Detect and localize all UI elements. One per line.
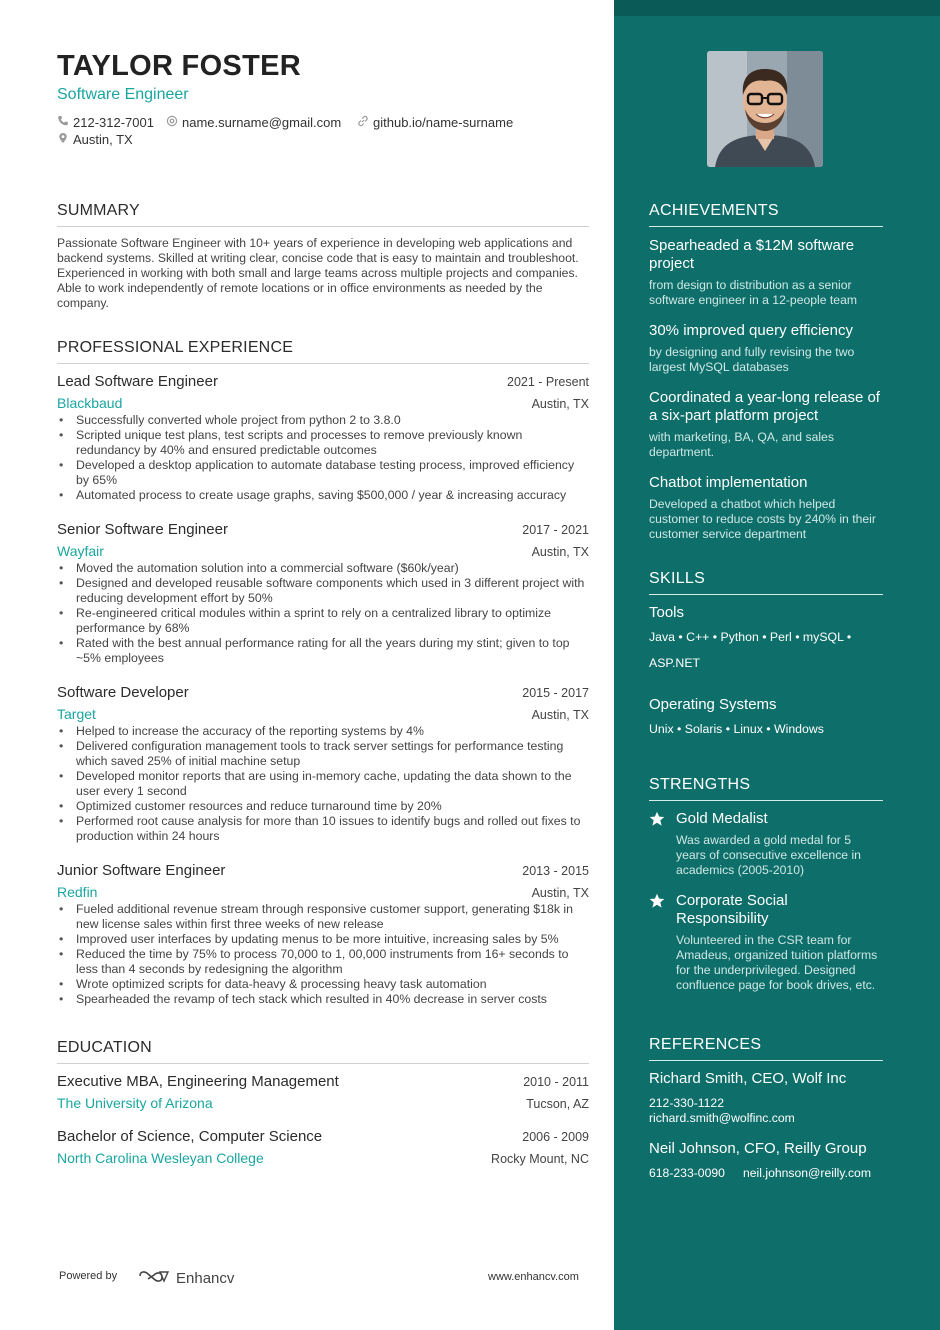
references-heading: REFERENCES bbox=[649, 1036, 883, 1061]
job-company: Wayfair bbox=[57, 543, 104, 559]
email-text: name.surname@gmail.com bbox=[182, 115, 342, 130]
candidate-name: TAYLOR FOSTER bbox=[57, 50, 301, 82]
github-contact[interactable] bbox=[357, 115, 513, 130]
achievement-text: by designing and fully revising the two largest MySQL databases bbox=[649, 345, 855, 374]
candidate-title: Software Engineer bbox=[57, 86, 189, 103]
job-entry bbox=[57, 862, 589, 1007]
strength-text: Volunteered in the CSR team for Amadeus, organized tuition platforms for the underprivileged. Designed confluence page for book drives, etc. bbox=[676, 933, 878, 992]
degree: Bachelor of Science, Computer Science bbox=[57, 1128, 323, 1145]
job-header-row bbox=[57, 373, 589, 390]
bullet-item: • Wrote optimized scripts for data-heavy & processing heavy task automation bbox=[57, 977, 589, 992]
skill-group-title: Operating Systems bbox=[649, 696, 777, 713]
strength-title: Gold Medalist bbox=[676, 810, 768, 827]
strengths-heading: STRENGTHS bbox=[649, 776, 883, 801]
job-bullets bbox=[57, 724, 589, 844]
powered-by-label: Powered by bbox=[59, 1270, 118, 1282]
job-bullets bbox=[57, 413, 589, 503]
phone-contact bbox=[57, 115, 154, 130]
avatar bbox=[707, 51, 823, 167]
school-location: Rocky Mount, NC bbox=[491, 1152, 589, 1166]
bullet-item: • Re-engineered critical modules within a sprint to rely on a centralized library to optimize performance by 68% bbox=[57, 606, 589, 636]
job-company-row bbox=[57, 395, 589, 411]
reference-name: Neil Johnson, CFO, Reilly Group bbox=[649, 1140, 867, 1157]
skill-tags: ASP.NET bbox=[649, 656, 701, 670]
degree: Executive MBA, Engineering Management bbox=[57, 1073, 339, 1090]
location-contact bbox=[57, 132, 133, 147]
school-location: Tucson, AZ bbox=[526, 1097, 589, 1111]
reference-name: Richard Smith, CEO, Wolf Inc bbox=[649, 1070, 847, 1087]
experience-heading: PROFESSIONAL EXPERIENCE bbox=[57, 339, 589, 364]
reference-phone: 212-330-1122 bbox=[649, 1096, 724, 1110]
job-entry bbox=[57, 521, 589, 666]
job-title: Software Developer bbox=[57, 684, 189, 701]
enhancv-logo[interactable] bbox=[138, 1268, 234, 1288]
job-header-row bbox=[57, 862, 589, 879]
education-school-row bbox=[57, 1095, 589, 1111]
bullet-item: • Fueled additional revenue stream through responsive customer support, generating $18k in new license sales within first three weeks of new release bbox=[57, 902, 589, 932]
job-company: Target bbox=[57, 706, 96, 722]
bullet-item: • Moved the automation solution into a commercial software ($60k/year) bbox=[57, 561, 589, 576]
school-name: North Carolina Wesleyan College bbox=[57, 1150, 264, 1166]
job-entry bbox=[57, 684, 589, 844]
skill-tags: Unix • Solaris • Linux • Windows bbox=[649, 722, 824, 736]
job-entry bbox=[57, 373, 589, 503]
achievement-text: Developed a chatbot which helped customer to reduce costs by 240% in their customer service department bbox=[649, 497, 876, 541]
bullet-item: • Rated with the best annual performance rating for all the years during my stint; given to top ~5% employees bbox=[57, 636, 589, 666]
education-dates: 2010 - 2011 bbox=[523, 1075, 589, 1089]
bullet-item: • Optimized customer resources and reduce turnaround time by 20% bbox=[57, 799, 589, 814]
skill-tags: Java • C++ • Python • Perl • mySQL • bbox=[649, 630, 852, 644]
bullet-item: • Spearheaded the revamp of tech stack which resulted in 40% decrease in server costs bbox=[57, 992, 589, 1007]
job-header-row bbox=[57, 684, 589, 701]
job-bullets bbox=[57, 902, 589, 1007]
job-header-row bbox=[57, 521, 589, 538]
achievements-heading: ACHIEVEMENTS bbox=[649, 202, 883, 227]
education-dates: 2006 - 2009 bbox=[522, 1130, 589, 1144]
job-location: Austin, TX bbox=[531, 397, 589, 411]
strength-text: Was awarded a gold medal for 5 years of consecutive excellence in academics (2005-2010) bbox=[676, 833, 861, 877]
job-location: Austin, TX bbox=[531, 545, 589, 559]
job-company-row bbox=[57, 543, 589, 559]
at-icon bbox=[166, 115, 178, 130]
phone-text: 212-312-7001 bbox=[73, 115, 154, 130]
bullet-item: • Delivered configuration management tools to track server settings for performance testing which saved 25% of initial machine setup bbox=[57, 739, 589, 769]
job-location: Austin, TX bbox=[531, 886, 589, 900]
bullet-item: • Successfully converted whole project from python 2 to 3.8.0 bbox=[57, 413, 589, 428]
achievement-title: Coordinated a year-long release of a six-part platform project bbox=[649, 389, 880, 424]
reference-phone: 618-233-0090 bbox=[649, 1166, 725, 1180]
school-name: The University of Arizona bbox=[57, 1095, 213, 1111]
job-dates: 2015 - 2017 bbox=[522, 686, 589, 700]
job-dates: 2017 - 2021 bbox=[522, 523, 589, 537]
phone-icon bbox=[57, 115, 69, 130]
achievement-title: Chatbot implementation bbox=[649, 474, 808, 491]
summary-text: Passionate Software Engineer with 10+ years of experience in developing web applications and backend systems. Skilled at writing clear, concise code that is easy to maintain and troubleshoot. Experienced in working with both small and large teams across multiple projects and companies. Able to work independently of remote locations or in office environments as needed by the company. bbox=[57, 236, 579, 310]
education-header-row bbox=[57, 1128, 589, 1145]
summary-heading: SUMMARY bbox=[57, 202, 589, 227]
bullet-item: • Developed monitor reports that are using in-memory cache, updating the data shown to the user every 1 second bbox=[57, 769, 589, 799]
bullet-item: • Designed and developed reusable software components which used in 3 different project with reducing development effort by 50% bbox=[57, 576, 589, 606]
job-company: Redfin bbox=[57, 884, 98, 900]
bullet-item: • Helped to increase the accuracy of the reporting systems by 4% bbox=[57, 724, 589, 739]
skill-group-title: Tools bbox=[649, 604, 685, 621]
job-company-row bbox=[57, 884, 589, 900]
star-icon bbox=[649, 893, 665, 909]
education-school-row bbox=[57, 1150, 589, 1166]
achievement-title: 30% improved query efficiency bbox=[649, 322, 853, 339]
bullet-item: • Reduced the time by 75% to process 70,000 to 1, 00,000 instruments from 16+ seconds to less than 4 seconds by redesigning the algorithm bbox=[57, 947, 589, 977]
job-title: Lead Software Engineer bbox=[57, 373, 218, 390]
education-entry bbox=[57, 1128, 589, 1166]
sidebar-top-bar bbox=[614, 0, 940, 16]
footer-url[interactable]: www.enhancv.com bbox=[488, 1271, 579, 1283]
bullet-item: • Developed a desktop application to automate database testing process, improved efficiency by 65% bbox=[57, 458, 589, 488]
reference-email[interactable]: richard.smith@wolfinc.com bbox=[649, 1111, 795, 1125]
achievement-title: Spearheaded a $12M software project bbox=[649, 237, 855, 272]
profile-photo bbox=[707, 51, 823, 167]
reference-email[interactable]: neil.johnson@reilly.com bbox=[743, 1166, 871, 1180]
achievement-text: with marketing, BA, QA, and sales department. bbox=[649, 430, 834, 459]
job-bullets bbox=[57, 561, 589, 666]
enhancv-logo-icon bbox=[138, 1268, 170, 1288]
email-contact[interactable] bbox=[166, 115, 341, 130]
link-icon bbox=[357, 115, 369, 130]
education-heading: EDUCATION bbox=[57, 1039, 589, 1064]
location-text: Austin, TX bbox=[73, 132, 133, 147]
achievement-text: from design to distribution as a senior software engineer in a 12-people team bbox=[649, 278, 857, 307]
bullet-item: • Scripted unique test plans, test scripts and processes to remove previously known redundancy by 40% and ensured predictable outcomes bbox=[57, 428, 589, 458]
bullet-item: • Performed root cause analysis for more than 10 issues to identify bugs and rolled out fixes to production within 24 hours bbox=[57, 814, 589, 844]
star-icon bbox=[649, 811, 665, 827]
bullet-item: • Automated process to create usage graphs, saving $500,000 / year & increasing accuracy bbox=[57, 488, 589, 503]
job-title: Senior Software Engineer bbox=[57, 521, 228, 538]
education-header-row bbox=[57, 1073, 589, 1090]
job-dates: 2013 - 2015 bbox=[522, 864, 589, 878]
job-title: Junior Software Engineer bbox=[57, 862, 226, 879]
job-company: Blackbaud bbox=[57, 395, 123, 411]
location-pin-icon bbox=[57, 132, 69, 147]
strength-title: Corporate Social Responsibility bbox=[676, 892, 788, 927]
job-dates: 2021 - Present bbox=[507, 375, 589, 389]
github-text: github.io/name-surname bbox=[373, 115, 514, 130]
education-entry bbox=[57, 1073, 589, 1111]
job-location: Austin, TX bbox=[531, 708, 589, 722]
bullet-item: • Improved user interfaces by updating menus to be more intuitive, increasing sales by 5% bbox=[57, 932, 589, 947]
skills-heading: SKILLS bbox=[649, 570, 883, 595]
job-company-row bbox=[57, 706, 589, 722]
enhancv-brand-text: Enhancv bbox=[176, 1269, 235, 1287]
